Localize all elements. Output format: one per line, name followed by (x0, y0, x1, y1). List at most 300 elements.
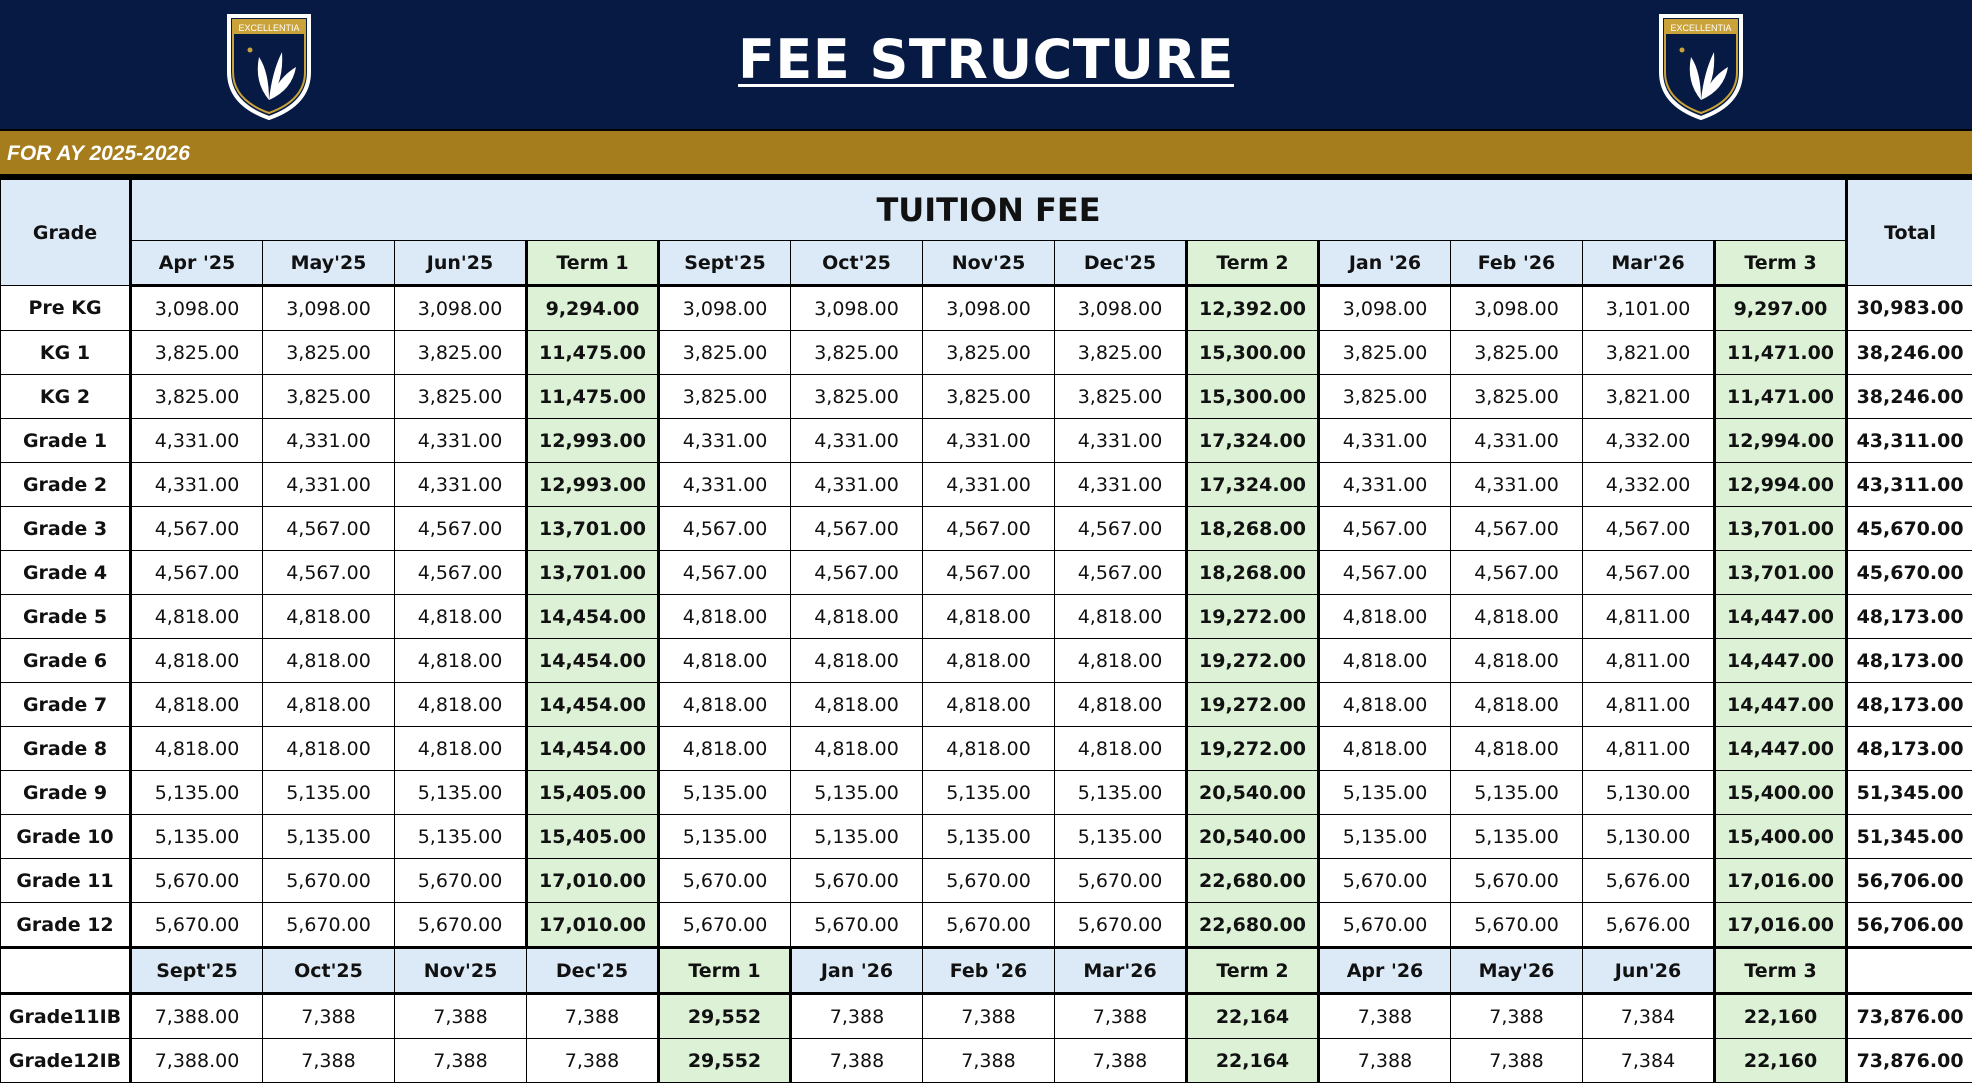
monthly-fee-cell: 4,818.00 (131, 639, 263, 683)
month-header: Mar'26 (1583, 241, 1715, 286)
monthly-fee-cell: 5,135.00 (1319, 815, 1451, 859)
month-header: May'25 (263, 241, 395, 286)
monthly-fee-cell: 5,676.00 (1583, 903, 1715, 948)
ib-month-header: Jun'26 (1583, 948, 1715, 994)
academic-year-label: FOR AY 2025-2026 (7, 142, 190, 166)
monthly-fee-cell: 4,818.00 (1055, 639, 1187, 683)
ib-month-header: Mar'26 (1055, 948, 1187, 994)
term-fee-cell: 20,540.00 (1187, 815, 1319, 859)
term-fee-cell: 15,400.00 (1715, 815, 1847, 859)
term-fee-cell: 17,324.00 (1187, 463, 1319, 507)
term-header: Term 3 (1715, 241, 1847, 286)
monthly-fee-cell: 5,130.00 (1583, 771, 1715, 815)
monthly-fee-cell: 3,825.00 (131, 375, 263, 419)
monthly-fee-cell: 4,818.00 (395, 639, 527, 683)
monthly-fee-cell: 4,818.00 (791, 727, 923, 771)
total-cell: 51,345.00 (1847, 771, 1972, 815)
ib-term-fee-cell: 22,164 (1187, 994, 1319, 1039)
total-cell: 43,311.00 (1847, 419, 1972, 463)
monthly-fee-cell: 5,135.00 (791, 815, 923, 859)
monthly-fee-cell: 5,670.00 (1055, 859, 1187, 903)
ib-month-header: Jan '26 (791, 948, 923, 994)
monthly-fee-cell: 4,818.00 (263, 727, 395, 771)
monthly-fee-cell: 3,098.00 (1451, 286, 1583, 331)
term-fee-cell: 17,324.00 (1187, 419, 1319, 463)
monthly-fee-cell: 4,332.00 (1583, 419, 1715, 463)
table-row (1, 595, 1972, 639)
monthly-fee-cell: 5,670.00 (923, 859, 1055, 903)
monthly-fee-cell: 4,331.00 (791, 419, 923, 463)
monthly-fee-cell: 4,818.00 (923, 727, 1055, 771)
total-cell: 45,670.00 (1847, 507, 1972, 551)
term-fee-cell: 12,993.00 (527, 463, 659, 507)
monthly-fee-cell: 4,331.00 (1451, 419, 1583, 463)
ib-month-header: May'26 (1451, 948, 1583, 994)
monthly-fee-cell: 4,567.00 (1055, 551, 1187, 595)
monthly-fee-cell: 4,331.00 (131, 463, 263, 507)
monthly-fee-cell: 4,818.00 (1451, 595, 1583, 639)
grade-cell: Grade 11 (1, 859, 131, 903)
monthly-fee-cell: 3,825.00 (791, 331, 923, 375)
grade-cell: Grade 6 (1, 639, 131, 683)
ib-term-header: Term 2 (1187, 948, 1319, 994)
monthly-fee-cell: 4,811.00 (1583, 595, 1715, 639)
total-cell: 38,246.00 (1847, 331, 1972, 375)
grade-cell: Grade 12 (1, 903, 131, 948)
ib-blank-cell (1, 948, 131, 994)
monthly-fee-cell: 4,331.00 (263, 419, 395, 463)
ib-monthly-fee-cell: 7,388 (395, 994, 527, 1039)
monthly-fee-cell: 4,818.00 (659, 727, 791, 771)
term-fee-cell: 11,471.00 (1715, 375, 1847, 419)
ib-month-header: Apr '26 (1319, 948, 1451, 994)
monthly-fee-cell: 3,098.00 (131, 286, 263, 331)
monthly-fee-cell: 3,825.00 (791, 375, 923, 419)
ib-monthly-fee-cell: 7,388 (1319, 994, 1451, 1039)
ib-monthly-fee-cell: 7,388 (527, 1039, 659, 1083)
monthly-fee-cell: 4,567.00 (791, 551, 923, 595)
term-fee-cell: 13,701.00 (527, 507, 659, 551)
monthly-fee-cell: 4,567.00 (1583, 507, 1715, 551)
term-fee-cell: 12,994.00 (1715, 419, 1847, 463)
monthly-fee-cell: 4,331.00 (659, 419, 791, 463)
monthly-fee-cell: 3,098.00 (923, 286, 1055, 331)
ib-term-fee-cell: 22,160 (1715, 994, 1847, 1039)
monthly-fee-cell: 3,825.00 (659, 331, 791, 375)
monthly-fee-cell: 4,818.00 (1319, 639, 1451, 683)
monthly-fee-cell: 5,670.00 (1319, 859, 1451, 903)
monthly-fee-cell: 4,818.00 (395, 595, 527, 639)
ib-monthly-fee-cell: 7,384 (1583, 994, 1715, 1039)
monthly-fee-cell: 4,818.00 (791, 683, 923, 727)
monthly-fee-cell: 5,670.00 (131, 903, 263, 948)
table-row (1, 375, 1972, 419)
monthly-fee-cell: 3,825.00 (1451, 331, 1583, 375)
monthly-fee-cell: 4,818.00 (1451, 683, 1583, 727)
monthly-fee-cell: 4,331.00 (659, 463, 791, 507)
term-fee-cell: 14,447.00 (1715, 727, 1847, 771)
term-fee-cell: 14,454.00 (527, 595, 659, 639)
ib-monthly-fee-cell: 7,388 (395, 1039, 527, 1083)
monthly-fee-cell: 5,130.00 (1583, 815, 1715, 859)
table-row (1, 507, 1972, 551)
monthly-fee-cell: 3,825.00 (1319, 375, 1451, 419)
monthly-fee-cell: 3,825.00 (923, 375, 1055, 419)
table-row (1, 331, 1972, 375)
monthly-fee-cell: 3,821.00 (1583, 375, 1715, 419)
fee-table (0, 177, 1972, 1083)
monthly-fee-cell: 4,818.00 (263, 639, 395, 683)
monthly-fee-cell: 5,135.00 (1451, 815, 1583, 859)
monthly-fee-cell: 4,818.00 (131, 595, 263, 639)
monthly-fee-cell: 5,135.00 (923, 771, 1055, 815)
ib-monthly-fee-cell: 7,388 (791, 994, 923, 1039)
monthly-fee-cell: 5,670.00 (659, 859, 791, 903)
monthly-fee-cell: 5,135.00 (1055, 771, 1187, 815)
table-row (1, 815, 1972, 859)
term-header: Term 1 (527, 241, 659, 286)
total-cell: 45,670.00 (1847, 551, 1972, 595)
table-row (1, 639, 1972, 683)
monthly-fee-cell: 4,331.00 (263, 463, 395, 507)
monthly-fee-cell: 3,098.00 (1319, 286, 1451, 331)
month-header: Dec'25 (1055, 241, 1187, 286)
total-cell: 48,173.00 (1847, 639, 1972, 683)
month-header: Apr '25 (131, 241, 263, 286)
monthly-fee-cell: 5,135.00 (131, 815, 263, 859)
term-fee-cell: 15,300.00 (1187, 375, 1319, 419)
monthly-fee-cell: 4,331.00 (1055, 463, 1187, 507)
term-fee-cell: 18,268.00 (1187, 507, 1319, 551)
monthly-fee-cell: 5,135.00 (659, 815, 791, 859)
term-fee-cell: 11,475.00 (527, 375, 659, 419)
term-fee-cell: 17,016.00 (1715, 903, 1847, 948)
term-fee-cell: 22,680.00 (1187, 859, 1319, 903)
month-header: Oct'25 (791, 241, 923, 286)
monthly-fee-cell: 4,331.00 (1451, 463, 1583, 507)
monthly-fee-cell: 5,135.00 (1055, 815, 1187, 859)
ib-term-fee-cell: 29,552 (659, 1039, 791, 1083)
ib-monthly-fee-cell: 7,388 (263, 994, 395, 1039)
monthly-fee-cell: 4,331.00 (923, 419, 1055, 463)
monthly-fee-cell: 4,811.00 (1583, 639, 1715, 683)
ib-blank-total-cell (1847, 948, 1972, 994)
monthly-fee-cell: 5,670.00 (791, 859, 923, 903)
table-row (1, 419, 1972, 463)
term-fee-cell: 9,294.00 (527, 286, 659, 331)
monthly-fee-cell: 4,567.00 (131, 551, 263, 595)
monthly-fee-cell: 4,567.00 (1055, 507, 1187, 551)
total-cell: 56,706.00 (1847, 859, 1972, 903)
monthly-fee-cell: 4,567.00 (1451, 507, 1583, 551)
month-header: Jun'25 (395, 241, 527, 286)
monthly-fee-cell: 5,135.00 (1319, 771, 1451, 815)
term-fee-cell: 18,268.00 (1187, 551, 1319, 595)
monthly-fee-cell: 4,818.00 (1319, 727, 1451, 771)
monthly-fee-cell: 4,818.00 (395, 683, 527, 727)
grade-cell: Pre KG (1, 286, 131, 331)
term-header: Term 2 (1187, 241, 1319, 286)
monthly-fee-cell: 4,331.00 (1319, 463, 1451, 507)
term-fee-cell: 12,994.00 (1715, 463, 1847, 507)
total-cell: 56,706.00 (1847, 903, 1972, 948)
monthly-fee-cell: 5,670.00 (659, 903, 791, 948)
monthly-fee-cell: 4,331.00 (131, 419, 263, 463)
monthly-fee-cell: 4,331.00 (791, 463, 923, 507)
monthly-fee-cell: 4,567.00 (1583, 551, 1715, 595)
month-header: Nov'25 (923, 241, 1055, 286)
total-cell: 48,173.00 (1847, 727, 1972, 771)
total-cell: 51,345.00 (1847, 815, 1972, 859)
term-fee-cell: 19,272.00 (1187, 683, 1319, 727)
ib-table-row (1, 1039, 1972, 1083)
grade-cell: KG 2 (1, 375, 131, 419)
ib-monthly-fee-cell: 7,388 (263, 1039, 395, 1083)
table-row (1, 683, 1972, 727)
term-fee-cell: 11,475.00 (527, 331, 659, 375)
monthly-fee-cell: 4,818.00 (1451, 727, 1583, 771)
term-fee-cell: 14,454.00 (527, 683, 659, 727)
ib-monthly-fee-cell: 7,388 (527, 994, 659, 1039)
monthly-fee-cell: 4,818.00 (263, 595, 395, 639)
ib-grade-cell: Grade11IB (1, 994, 131, 1039)
grade-cell: KG 1 (1, 331, 131, 375)
monthly-fee-cell: 4,567.00 (395, 507, 527, 551)
table-row (1, 859, 1972, 903)
term-fee-cell: 14,447.00 (1715, 595, 1847, 639)
monthly-fee-cell: 3,825.00 (131, 331, 263, 375)
monthly-fee-cell: 3,098.00 (791, 286, 923, 331)
monthly-fee-cell: 5,135.00 (923, 815, 1055, 859)
monthly-fee-cell: 3,098.00 (659, 286, 791, 331)
monthly-fee-cell: 4,811.00 (1583, 683, 1715, 727)
monthly-fee-cell: 3,098.00 (395, 286, 527, 331)
monthly-fee-cell: 4,818.00 (1055, 727, 1187, 771)
ib-term-fee-cell: 22,164 (1187, 1039, 1319, 1083)
ib-term-header: Term 3 (1715, 948, 1847, 994)
monthly-fee-cell: 4,567.00 (659, 507, 791, 551)
term-fee-cell: 13,701.00 (1715, 551, 1847, 595)
monthly-fee-cell: 4,818.00 (131, 683, 263, 727)
grade-cell: Grade 4 (1, 551, 131, 595)
term-fee-cell: 20,540.00 (1187, 771, 1319, 815)
grade-cell: Grade 5 (1, 595, 131, 639)
monthly-fee-cell: 4,818.00 (1319, 683, 1451, 727)
term-fee-cell: 22,680.00 (1187, 903, 1319, 948)
monthly-fee-cell: 5,670.00 (1319, 903, 1451, 948)
ib-monthly-fee-cell: 7,388 (1319, 1039, 1451, 1083)
monthly-fee-cell: 5,135.00 (263, 815, 395, 859)
ib-month-header: Nov'25 (395, 948, 527, 994)
ib-table-row (1, 994, 1972, 1039)
monthly-fee-cell: 4,818.00 (791, 639, 923, 683)
monthly-fee-cell: 4,818.00 (1319, 595, 1451, 639)
monthly-fee-cell: 4,818.00 (1055, 683, 1187, 727)
monthly-fee-cell: 5,670.00 (1055, 903, 1187, 948)
monthly-fee-cell: 5,670.00 (263, 903, 395, 948)
tuition-fee-header: TUITION FEE (131, 179, 1847, 241)
monthly-fee-cell: 4,331.00 (1055, 419, 1187, 463)
monthly-fee-cell: 4,567.00 (659, 551, 791, 595)
ib-month-header: Feb '26 (923, 948, 1055, 994)
monthly-fee-cell: 4,567.00 (263, 507, 395, 551)
grade-cell: Grade 10 (1, 815, 131, 859)
monthly-fee-cell: 3,825.00 (263, 331, 395, 375)
monthly-fee-cell: 4,818.00 (923, 595, 1055, 639)
monthly-fee-cell: 5,670.00 (791, 903, 923, 948)
monthly-fee-cell: 5,670.00 (131, 859, 263, 903)
table-row (1, 903, 1972, 948)
total-cell: 38,246.00 (1847, 375, 1972, 419)
table-row (1, 286, 1972, 331)
monthly-fee-cell: 3,825.00 (395, 331, 527, 375)
monthly-fee-cell: 3,101.00 (1583, 286, 1715, 331)
monthly-fee-cell: 4,331.00 (395, 463, 527, 507)
svg-text:EXCELLENTIA: EXCELLENTIA (238, 23, 299, 33)
monthly-fee-cell: 4,567.00 (1319, 551, 1451, 595)
monthly-fee-cell: 5,670.00 (263, 859, 395, 903)
term-fee-cell: 12,993.00 (527, 419, 659, 463)
monthly-fee-cell: 3,821.00 (1583, 331, 1715, 375)
grade-cell: Grade 9 (1, 771, 131, 815)
monthly-fee-cell: 4,567.00 (1451, 551, 1583, 595)
ib-monthly-fee-cell: 7,388.00 (131, 1039, 263, 1083)
monthly-fee-cell: 5,670.00 (1451, 903, 1583, 948)
ib-monthly-fee-cell: 7,388 (923, 994, 1055, 1039)
page-header (0, 0, 1972, 131)
academic-year-bar (0, 131, 1972, 177)
term-fee-cell: 17,010.00 (527, 903, 659, 948)
total-cell: 48,173.00 (1847, 683, 1972, 727)
monthly-fee-cell: 5,670.00 (1451, 859, 1583, 903)
monthly-fee-cell: 5,135.00 (395, 815, 527, 859)
monthly-fee-cell: 4,818.00 (659, 595, 791, 639)
ib-grade-cell: Grade12IB (1, 1039, 131, 1083)
ib-monthly-fee-cell: 7,388 (1451, 994, 1583, 1039)
month-header: Jan '26 (1319, 241, 1451, 286)
ib-term-header: Term 1 (659, 948, 791, 994)
monthly-fee-cell: 4,818.00 (1451, 639, 1583, 683)
monthly-fee-cell: 3,825.00 (263, 375, 395, 419)
ib-monthly-fee-cell: 7,388 (791, 1039, 923, 1083)
monthly-fee-cell: 4,818.00 (923, 639, 1055, 683)
term-fee-cell: 9,297.00 (1715, 286, 1847, 331)
monthly-fee-cell: 4,567.00 (923, 551, 1055, 595)
svg-text:EXCELLENTIA: EXCELLENTIA (1670, 23, 1731, 33)
term-fee-cell: 14,447.00 (1715, 683, 1847, 727)
table-row (1, 727, 1972, 771)
term-fee-cell: 19,272.00 (1187, 639, 1319, 683)
monthly-fee-cell: 4,818.00 (1055, 595, 1187, 639)
ib-term-fee-cell: 29,552 (659, 994, 791, 1039)
ib-total-cell: 73,876.00 (1847, 1039, 1972, 1083)
grade-cell: Grade 1 (1, 419, 131, 463)
monthly-fee-cell: 3,825.00 (1055, 375, 1187, 419)
monthly-fee-cell: 4,567.00 (791, 507, 923, 551)
term-fee-cell: 15,405.00 (527, 815, 659, 859)
total-cell: 43,311.00 (1847, 463, 1972, 507)
term-fee-cell: 13,701.00 (527, 551, 659, 595)
monthly-fee-cell: 4,331.00 (1319, 419, 1451, 463)
table-row (1, 551, 1972, 595)
ib-monthly-fee-cell: 7,388 (1055, 1039, 1187, 1083)
ib-monthly-fee-cell: 7,384 (1583, 1039, 1715, 1083)
ib-month-header: Oct'25 (263, 948, 395, 994)
monthly-fee-cell: 4,332.00 (1583, 463, 1715, 507)
table-row (1, 771, 1972, 815)
monthly-fee-cell: 4,818.00 (395, 727, 527, 771)
monthly-fee-cell: 4,567.00 (395, 551, 527, 595)
ib-monthly-fee-cell: 7,388 (1451, 1039, 1583, 1083)
term-fee-cell: 15,300.00 (1187, 331, 1319, 375)
ib-monthly-fee-cell: 7,388.00 (131, 994, 263, 1039)
term-fee-cell: 17,010.00 (527, 859, 659, 903)
monthly-fee-cell: 4,331.00 (923, 463, 1055, 507)
monthly-fee-cell: 5,670.00 (923, 903, 1055, 948)
monthly-fee-cell: 4,567.00 (131, 507, 263, 551)
term-fee-cell: 15,400.00 (1715, 771, 1847, 815)
monthly-fee-cell: 3,825.00 (1451, 375, 1583, 419)
monthly-fee-cell: 4,818.00 (263, 683, 395, 727)
month-header: Sept'25 (659, 241, 791, 286)
term-fee-cell: 14,454.00 (527, 639, 659, 683)
monthly-fee-cell: 4,567.00 (1319, 507, 1451, 551)
grade-header: Grade (1, 179, 131, 286)
term-fee-cell: 11,471.00 (1715, 331, 1847, 375)
monthly-fee-cell: 3,825.00 (1055, 331, 1187, 375)
monthly-fee-cell: 4,818.00 (659, 639, 791, 683)
monthly-fee-cell: 5,135.00 (131, 771, 263, 815)
monthly-fee-cell: 4,818.00 (659, 683, 791, 727)
monthly-fee-cell: 5,676.00 (1583, 859, 1715, 903)
term-fee-cell: 19,272.00 (1187, 727, 1319, 771)
monthly-fee-cell: 5,670.00 (395, 859, 527, 903)
grade-cell: Grade 3 (1, 507, 131, 551)
monthly-fee-cell: 4,567.00 (263, 551, 395, 595)
monthly-fee-cell: 3,825.00 (659, 375, 791, 419)
monthly-fee-cell: 3,098.00 (1055, 286, 1187, 331)
monthly-fee-cell: 4,818.00 (131, 727, 263, 771)
grade-cell: Grade 8 (1, 727, 131, 771)
grade-cell: Grade 2 (1, 463, 131, 507)
term-fee-cell: 13,701.00 (1715, 507, 1847, 551)
month-header: Feb '26 (1451, 241, 1583, 286)
total-header: Total (1847, 179, 1972, 286)
monthly-fee-cell: 4,567.00 (923, 507, 1055, 551)
monthly-fee-cell: 4,331.00 (395, 419, 527, 463)
grade-cell: Grade 7 (1, 683, 131, 727)
monthly-fee-cell: 5,670.00 (395, 903, 527, 948)
ib-month-header: Sept'25 (131, 948, 263, 994)
monthly-fee-cell: 3,098.00 (263, 286, 395, 331)
ib-monthly-fee-cell: 7,388 (923, 1039, 1055, 1083)
monthly-fee-cell: 3,825.00 (1319, 331, 1451, 375)
monthly-fee-cell: 5,135.00 (1451, 771, 1583, 815)
monthly-fee-cell: 5,135.00 (659, 771, 791, 815)
term-fee-cell: 19,272.00 (1187, 595, 1319, 639)
monthly-fee-cell: 4,818.00 (791, 595, 923, 639)
page-title: FEE STRUCTURE (0, 28, 1972, 91)
monthly-fee-cell: 4,818.00 (923, 683, 1055, 727)
term-fee-cell: 17,016.00 (1715, 859, 1847, 903)
ib-monthly-fee-cell: 7,388 (1055, 994, 1187, 1039)
monthly-fee-cell: 4,811.00 (1583, 727, 1715, 771)
monthly-fee-cell: 3,825.00 (923, 331, 1055, 375)
monthly-fee-cell: 5,135.00 (791, 771, 923, 815)
total-cell: 30,983.00 (1847, 286, 1972, 331)
term-fee-cell: 12,392.00 (1187, 286, 1319, 331)
term-fee-cell: 14,447.00 (1715, 639, 1847, 683)
